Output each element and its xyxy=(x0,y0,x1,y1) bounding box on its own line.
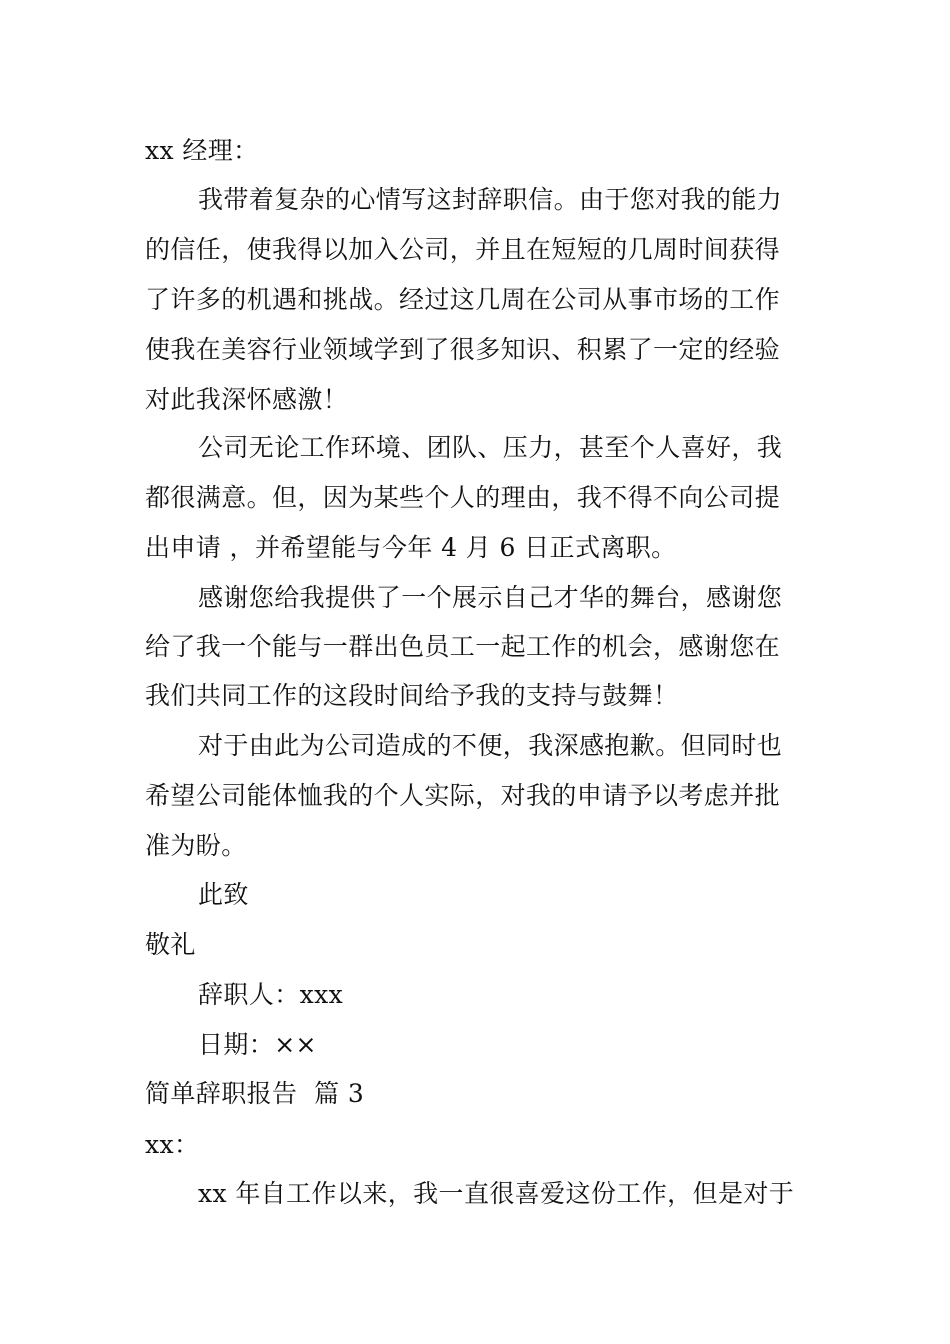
paragraph-line: 的信任，使我得以加入公司，并且在短短的几周时间获得 xyxy=(145,235,781,264)
section-salutation: xx： xyxy=(145,1130,200,1159)
section-heading: 简单辞职报告 篇 3 xyxy=(145,1079,365,1108)
paragraph-line: 准为盼。 xyxy=(145,831,247,860)
paragraph-line: 我们共同工作的这段时间给予我的支持与鼓舞！ xyxy=(145,681,679,710)
paragraph-line: 给了我一个能与一群出色员工一起工作的机会，感谢您在 xyxy=(145,632,781,661)
paragraph-line: 使我在美容行业领域学到了很多知识、积累了一定的经验 xyxy=(145,335,781,364)
closing-line: 敬礼 xyxy=(145,930,196,959)
paragraph-line: xx 年自工作以来，我一直很喜爱这份工作，但是对于 xyxy=(198,1179,795,1208)
paragraph-line: 都很满意。但，因为某些个人的理由，我不得不向公司提 xyxy=(145,483,781,512)
signature-resigner: 辞职人：xxx xyxy=(198,980,344,1009)
paragraph-line: 对于由此为公司造成的不便，我深感抱歉。但同时也 xyxy=(198,731,783,760)
paragraph-line: 出申请 ，并希望能与今年 4 月 6 日正式离职。 xyxy=(145,533,677,562)
paragraph-line: 了许多的机遇和挑战。经过这几周在公司从事市场的工作 xyxy=(145,285,781,314)
paragraph-line: 对此我深怀感激！ xyxy=(145,385,349,414)
paragraph-line: 我带着复杂的心情写这封辞职信。由于您对我的能力 xyxy=(198,185,783,214)
paragraph-line: 感谢您给我提供了一个展示自己才华的舞台，感谢您 xyxy=(198,583,783,612)
closing-line: 此致 xyxy=(198,880,249,909)
paragraph-line: 希望公司能体恤我的个人实际，对我的申请予以考虑并批 xyxy=(145,781,781,810)
signature-date: 日期：×× xyxy=(198,1030,317,1059)
paragraph-line: 公司无论工作环境、团队、压力，甚至个人喜好，我 xyxy=(198,433,783,462)
salutation: xx 经理： xyxy=(145,136,259,165)
